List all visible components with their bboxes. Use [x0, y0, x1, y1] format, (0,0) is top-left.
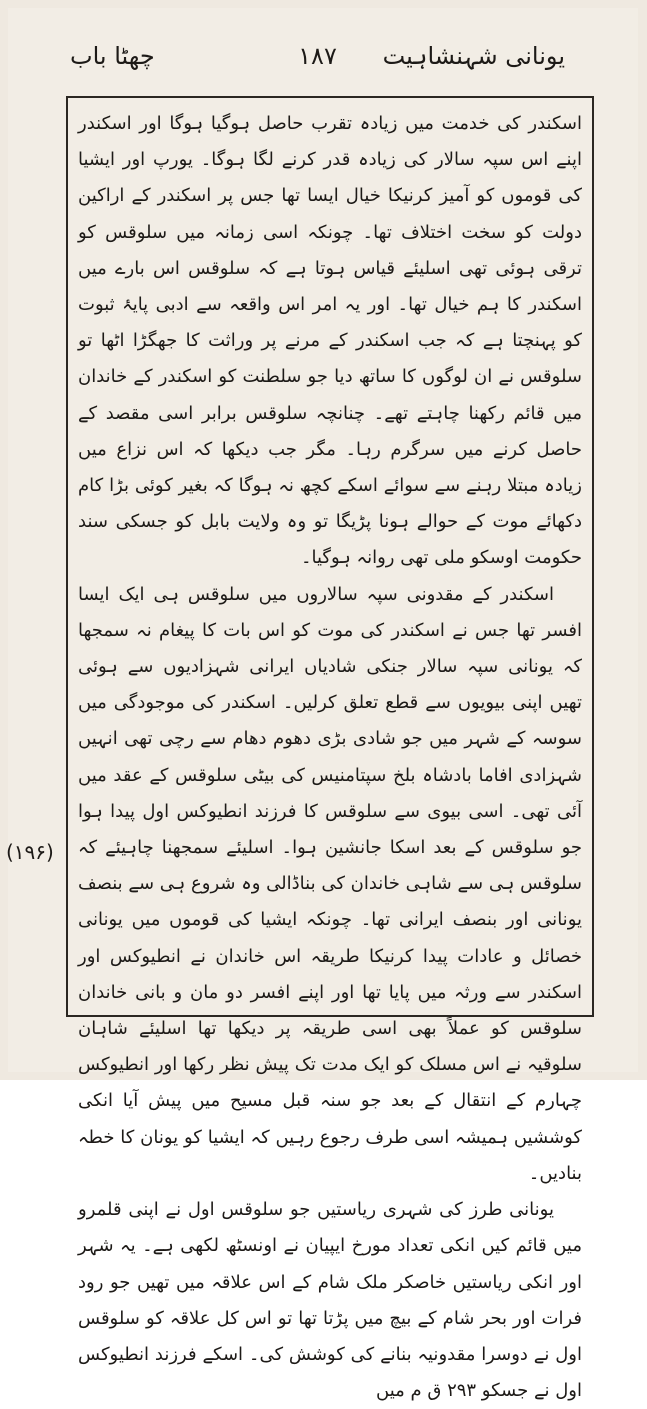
text-frame	[66, 96, 594, 1402]
book-title: یونانی شہنشاہیت	[382, 42, 565, 70]
body-text	[78, 106, 582, 1402]
paragraph-3: یونانی طرز کی شہری ریاستیں جو سلوقس اول نے اپنی قلمرو میں قائم کیں انکی تعداد مورخ ایپیان نے اونسٹھ لکھی ہے۔ یہ شہر اور انکی ریاستیں خاصکر ملک شام کے اس علاقہ میں تھیں جو رود فرات اور بحر شام کے بیچ میں پڑتا تھا تو اس کل علاقہ کو سلوقس اول نے دوسرا مقدونیہ بنانے کی کوشش کی۔ اسکے فرزند انطیوکس اول نے جسکو ۲۹۳ ق م میں	[78, 1199, 582, 1402]
chapter-title: چھٹا باب	[70, 42, 155, 70]
paragraph-2: اسکندر کے مقدونی سپہ سالاروں میں سلوقس ہی ایک ایسا افسر تھا جس نے اسکندر کی موت کو اس بات کا پیغام نہ سمجھا کہ یونانی سپہ سالار جنکی شادیاں ایرانی شہزادیوں سے ہوئی تھیں اپنی بیویوں سے قطع تعلق کرلیں۔ اسکندر کی موجودگی میں سوسہ کے شہر میں جو شادی بڑی دھوم دھام سے رچی تھی انہیں شہزادی افاما بادشاہ بلخ سپتامنیس کی بیٹی سلوقس کے عقد میں آئی تھی۔ اسی بیوی سے سلوقس کا فرزند انطیوکس اول پیدا ہوا جو سلوقس کے بعد اسکا جانشین ہوا۔ اسلیئے سمجھنا چاہیئے کہ سلوقس ہی سے شاہی خاندان کی بناڈالی وہ شروع ہی سے بنصف یونانی اور بنصف ایرانی تھا۔ چونکہ ایشیا کی قوموں میں یونانی خصائل و عادات پیدا کرنیکا طریقہ اس خاندان نے انطیوکس اور اسکندر سے ورثہ میں پایا تھا اور اپنے افسر دو مان و بانی خاندان سلوقس کو عملاً بھی اسی طریقہ پر دیکھا تھا اسلیئے شاہان سلوقیہ نے اس مسلک کو ایک مدت تک پیش نظر رکھا اور انطیوکس چہارم کے انتقال کے بعد جو سنہ قبل مسیح میں پیش آیا انکی کوششیں ہمیشہ اسی طرف رجوع رہیں کہ ایشیا کو یونان کا خطہ بنادیں۔	[78, 583, 582, 1184]
running-header	[70, 40, 565, 84]
paragraph-1: اسکندر کی خدمت میں زیادہ تقرب حاصل ہوگیا ہوگا اور اسکندر اپنے اس سپہ سالار کی زیادہ قدر کرنے لگا ہوگا۔ یورپ اور ایشیا کی قوموں کو آمیز کرنیکا خیال ایسا تھا جس پر اسکندر کے اراکین دولت کو سخت اختلاف تھا۔ چونکہ اسی زمانہ میں سلوقس کو ترقی ہوئی تھی اسلیئے قیاس ہوتا ہے کہ سلوقس اس بارے میں اسکندر کا ہم خیال تھا۔ اور یہ امر اس واقعہ سے ادبی پایۂ ثبوت کو پہنچتا ہے کہ جب اسکندر کے مرنے پر وراثت کا جھگڑا اٹھا تو سلوقس نے ان لوگوں کا ساتھ دیا جو سلطنت کو اسکندر کے خاندان میں قائم رکھنا چاہتے تھے۔ چنانچہ سلوقس برابر اسی مقصد کے حاصل کرنے میں سرگرم رہا۔ مگر جب دیکھا کہ اس نزاع میں زیادہ مبتلا رہنے سے سوائے اسکے کچھ نہ ہوگا کہ بغیر کوئی بڑا کام دکھائے موت کے حوالے ہونا پڑیگا تو وہ ولایت بابل کو جسکی سند حکومت اوسکو ملی تھی روانہ ہوگیا۔	[78, 113, 582, 569]
page-number: ۱۸۷	[298, 42, 337, 70]
margin-note-number: (۱۹۶)	[6, 840, 54, 864]
